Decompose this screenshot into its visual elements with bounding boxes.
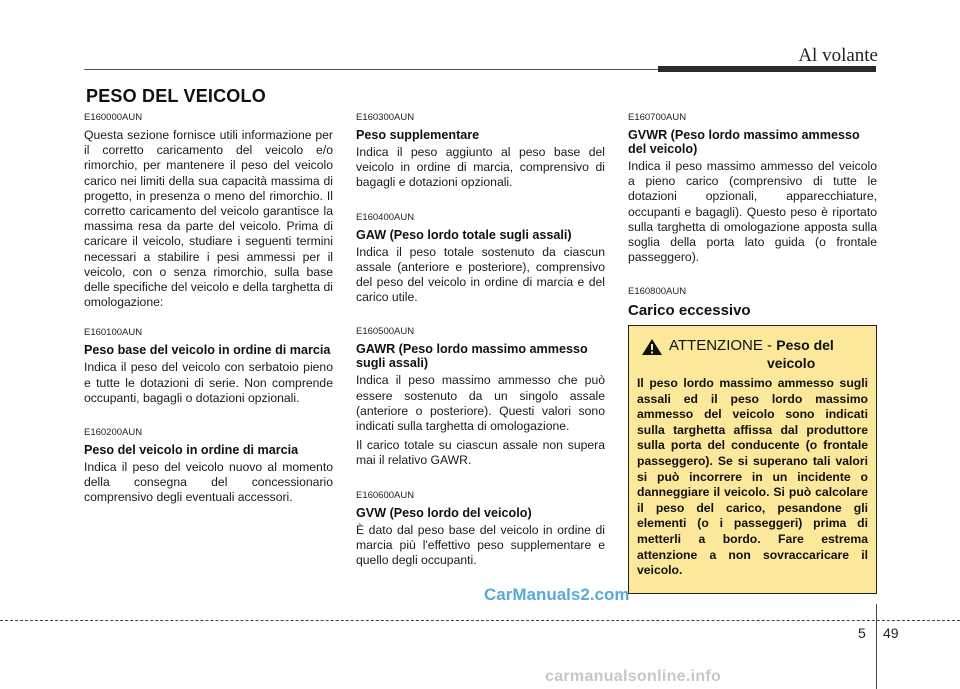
section-code: E160400AUN — [356, 211, 415, 223]
paragraph: Il carico totale su ciascun assale non supera mai il relativo GAWR. — [356, 438, 605, 468]
section-code: E160600AUN — [356, 489, 415, 501]
subsection-heading: GAW (Peso lordo totale sugli assali) — [356, 227, 572, 242]
header-accent-bar — [658, 66, 876, 72]
warning-keyword: ATTENZIONE - — [669, 337, 773, 354]
page-number: 49 — [883, 625, 899, 641]
subsection-heading: Carico eccessivo — [628, 302, 751, 320]
column-3 — [628, 112, 877, 323]
subsection — [356, 490, 605, 569]
footer-watermark: carmanualsonline.info — [545, 668, 722, 685]
subsection — [628, 112, 877, 265]
subsection — [84, 327, 333, 406]
section-title: PESO DEL VEICOLO — [86, 86, 266, 106]
warning-body: Il peso lordo massimo ammesso sugli assali ed il peso lordo massimo ammesso del veicolo sono indicati sulla targhetta affissa dal produttore sulla porta del conducente (o frontale passeggero). Se si superano tali valori si può incorrere in un incidente o danneggiare il veicolo. Si può calcolare il peso del carico, pesandone gli elementi (o i passeggeri) prima di metterli a bordo. Fare estrema attenzione a non sovraccaricare il veicolo. — [637, 376, 868, 578]
section-code: E160200AUN — [84, 427, 143, 439]
footer-rule — [0, 620, 960, 621]
column-1 — [84, 112, 333, 510]
paragraph: Indica il peso del veicolo con serbatoio pieno e tutte le dotazioni di serie. Non comprende occupanti, bagagli o dotazioni opzionali. — [84, 360, 333, 405]
paragraph: Indica il peso totale sostenuto da ciascun assale (anteriore e posteriore), comprensivo del peso del veicolo in ordine di marcia e del carico utile. — [356, 244, 605, 305]
section-code: E160500AUN — [356, 326, 415, 338]
chapter-number: 5 — [858, 625, 866, 641]
subsection-heading: GAWR (Peso lordo massimo ammesso sugli assali) — [356, 342, 588, 371]
section-code: E160700AUN — [628, 112, 687, 123]
subsection-heading: GVW (Peso lordo del veicolo) — [356, 505, 532, 520]
section-code: E160800AUN — [628, 286, 687, 298]
subsection — [356, 212, 605, 306]
header-rule — [84, 69, 658, 70]
section-code: E160000AUN — [84, 112, 143, 123]
watermark: CarManuals2.com — [484, 585, 630, 604]
section-code: E160100AUN — [84, 327, 143, 339]
subsection — [628, 286, 877, 320]
chapter-title: Al volante — [798, 45, 878, 66]
warning-subtitle: Peso del — [776, 337, 834, 353]
paragraph: È dato dal peso base del veicolo in ordine di marcia più l'effettivo peso supplementare e quello degli occupanti. — [356, 522, 605, 568]
warning-subtitle-line2: veicolo — [767, 355, 816, 371]
subsection-heading: Peso supplementare — [356, 128, 480, 142]
warning-triangle-icon — [641, 338, 663, 356]
subsection-heading: GVWR (Peso lordo massimo ammesso del veicolo) — [628, 128, 860, 156]
subsection-heading: Peso del veicolo in ordine di marcia — [84, 443, 299, 458]
paragraph: Indica il peso aggiunto al peso base del veicolo in ordine di marcia, comprensivo di bagagli e dotazioni opzionali. — [356, 145, 605, 190]
warning-box — [628, 325, 877, 594]
subsection — [84, 112, 333, 310]
paragraph: Indica il peso massimo ammesso che può essere sostenuto da un singolo assale (anteriore o posteriore). Questi valori sono indicati sulla targhetta di omologazione. — [356, 373, 605, 434]
warning-title — [669, 337, 834, 354]
subsection — [356, 112, 605, 191]
subsection-heading: Peso base del veicolo in ordine di marcia — [84, 343, 331, 358]
paragraph: Indica il peso massimo ammesso del veicolo a pieno carico (comprensivo di tutte le dotazioni opzionali, apparecchiature, occupanti e bagagli). Questo peso è riportato sulla targhetta di omologazione apposta sulla soglia della porta lato guida (o frontale passeggero). — [628, 159, 877, 265]
column-2 — [356, 112, 605, 572]
paragraph: Indica il peso del veicolo nuovo al momento della consegna del concessionario comprensivo degli eventuali accessori. — [84, 460, 333, 505]
section-code: E160300AUN — [356, 112, 415, 123]
subsection — [84, 427, 333, 506]
paragraph: Questa sezione fornisce utili informazione per il corretto caricamento del veicolo e/o rimorchio, per mantenere il peso del veicolo carico nei limiti della sua capacità massima di progetto, in presenza o meno del rimorchio. Il corretto caricamento del veicolo garantisce la massima resa da parte del veicolo. Prima di caricare il veicolo, studiare i seguenti termini necessari a stabilire i pesi ammessi per il veicolo, con o senza rimorchio, sulla base delle specifiche del veicolo e della targhetta di omologazione: — [84, 128, 333, 310]
page-number-divider — [876, 604, 877, 689]
subsection — [356, 326, 605, 468]
